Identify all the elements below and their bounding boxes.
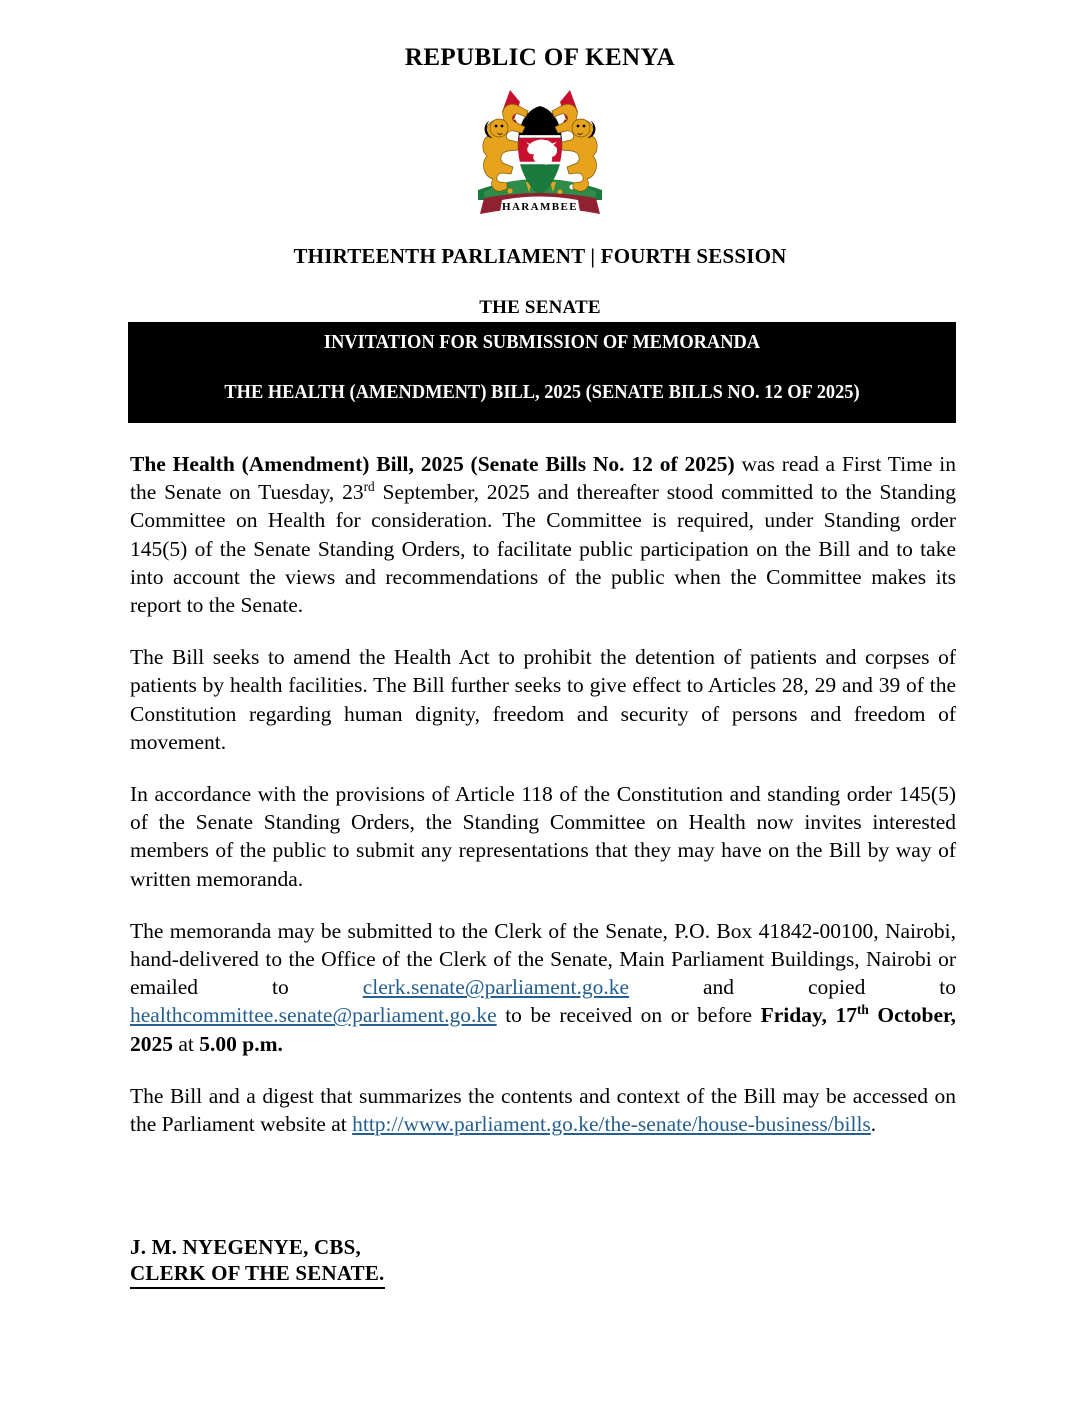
paragraph-4-text-4: at — [173, 1031, 200, 1056]
ordinal-suffix-th: th — [856, 1002, 869, 1018]
paragraph-4-text-3: to be received on or before — [496, 1003, 761, 1028]
paragraph-4-text-2: and copied to — [629, 975, 956, 1000]
clerk-email-link[interactable]: clerk.senate@parliament.go.ke — [362, 975, 630, 1000]
coat-of-arms-container — [0, 82, 1080, 222]
paragraph-1-text-a: was read a First Time in the Senate on Tuesday, 23 — [130, 452, 956, 505]
health-committee-email-link[interactable]: healthcommittee.senate@parliament.go.ke — [130, 1003, 497, 1028]
banner-title-bill: THE HEALTH (AMENDMENT) BILL, 2025 (SENATE BILLS NO. 12 OF 2025) — [224, 381, 860, 403]
deadline-date: October, 2025 — [130, 1003, 956, 1056]
paragraph-1-text-b: September, 2025 and thereafter stood committed to the Standing Committee on Health for consideration. The Committee is required, under Standing order 145(5) of the Senate Standing Orders, to facilitate public participation on the Bill and to take into account the views and recommendations of the public when the Committee makes its report to the Senate. — [130, 480, 956, 618]
house-name-line: THE SENATE — [479, 296, 601, 318]
paragraph-4 — [130, 917, 956, 1058]
parliament-website-link[interactable]: http://www.parliament.go.ke/the-senate/house-business/bills — [352, 1112, 871, 1137]
harambee-motto-text: HARAMBEE — [502, 200, 578, 213]
paragraph-5 — [130, 1082, 956, 1138]
paragraph-1 — [130, 450, 956, 619]
paragraph-5-text-2: . — [870, 1112, 877, 1137]
signatory-name: J. M. NYEGENYE, CBS, — [130, 1235, 361, 1259]
parliament-session-line: THIRTEENTH PARLIAMENT | FOURTH SESSION — [293, 243, 787, 268]
deadline-time: 5.00 p.m. — [199, 1031, 283, 1056]
ordinal-suffix-rd: rd — [363, 479, 375, 495]
page-title: REPUBLIC OF KENYA — [404, 44, 676, 71]
document-body — [130, 450, 956, 1138]
notice-banner — [128, 322, 956, 423]
paragraph-4-text-1: The memoranda may be submitted to the Clerk of the Senate, P.O. Box 41842-00100, Nairobi, hand-delivered to the Office of the Clerk of the Senate, Main Parliament Buildings, Nairobi or emailed to — [130, 918, 956, 1000]
kenya-coat-of-arms-icon — [440, 82, 640, 222]
deadline-day: Friday, 17 — [760, 1003, 857, 1028]
paragraph-3: In accordance with the provisions of Article 118 of the Constitution and standing order 145(5) of the Senate Standing Orders, the Standing Committee on Health now invites interested members of the public to submit any representations that they may have on the Bill by way of written memoranda. — [130, 782, 956, 891]
signature-block — [130, 1234, 385, 1289]
paragraph-5-text-1: The Bill and a digest that summarizes the contents and context of the Bill may be accessed on the Parliament website at — [130, 1083, 956, 1137]
paragraph-2: The Bill seeks to amend the Health Act to prohibit the detention of patients and corpses of patients by health facilities. The Bill further seeks to give effect to Articles 28, 29 and 39 of the Constitution regarding human dignity, freedom and security of persons and freedom of movement. — [130, 645, 956, 754]
bill-title-bold: The Health (Amendment) Bill, 2025 (Senate Bills No. 12 of 2025) — [130, 452, 735, 476]
banner-title-invitation: INVITATION FOR SUBMISSION OF MEMORANDA — [323, 331, 761, 353]
signatory-role: CLERK OF THE SENATE. — [130, 1260, 385, 1289]
